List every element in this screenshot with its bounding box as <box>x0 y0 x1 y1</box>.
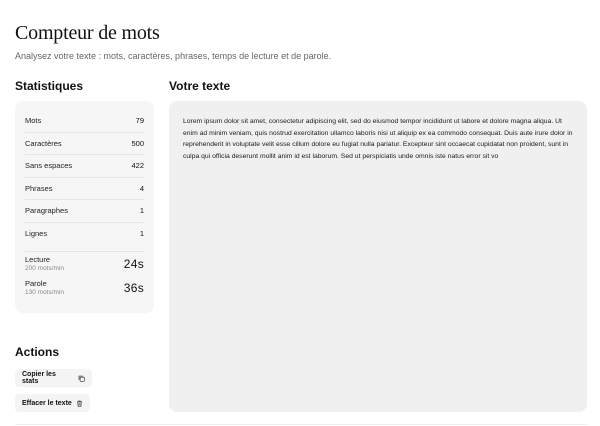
page-subtitle: Analysez votre texte : mots, caractères, phrases, temps de lecture et de parole. <box>15 51 332 61</box>
copy-stats-label: Copier les stats <box>22 371 56 385</box>
stat-value: 4 <box>139 183 144 193</box>
reading-time-value: 24s <box>123 257 144 271</box>
stat-row-words <box>25 110 144 133</box>
stat-label: Caractères <box>25 138 62 148</box>
text-section-title: Votre texte <box>169 79 231 93</box>
stat-value: 1 <box>139 229 144 239</box>
reading-rate: 200 mots/min <box>25 264 65 272</box>
clear-text-label: Effacer le texte <box>22 399 72 407</box>
reading-time-row <box>25 252 144 276</box>
stat-label: Mots <box>25 116 42 126</box>
stat-value: 1 <box>139 206 144 216</box>
bottom-divider <box>15 424 587 425</box>
clear-text-button[interactable] <box>15 394 90 412</box>
stat-label: Paragraphes <box>25 206 68 216</box>
trash-icon <box>76 400 83 407</box>
speaking-time-label: Parole <box>25 279 47 289</box>
stat-row-sentences <box>25 178 144 201</box>
stat-row-no-spaces <box>25 155 144 178</box>
speaking-time-value: 36s <box>123 281 144 295</box>
page-title: Compteur de mots <box>15 22 160 44</box>
stats-card <box>15 101 154 313</box>
stat-value: 79 <box>135 116 144 126</box>
copy-icon <box>78 375 85 382</box>
stat-label: Lignes <box>25 229 48 239</box>
text-input-area[interactable]: Lorem ipsum dolor sit amet, consectetur adipiscing elit, sed do eiusmod tempor incididunt ut labore et dolore magna aliqua. Ut enim ad minim veniam, quis nostrud exercitation ullamco laboris nisi ut aliquip ex ea commodo consequat. Duis aute irure dolor in reprehenderit in voluptate velit esse cillum dolore eu fugiat nulla pariatur. Excepteur sint occaecat cupidatat non proident, sunt in culpa qui officia deserunt mollit anim id est laborum. Sed ut perspiciatis unde omnis iste natus error sit vo <box>169 101 587 412</box>
stat-value: 500 <box>131 138 144 148</box>
reading-time-label: Lecture <box>25 255 51 265</box>
stat-row-paragraphs <box>25 200 144 223</box>
speaking-time-row <box>25 276 144 300</box>
copy-stats-button[interactable] <box>15 369 92 387</box>
stat-row-characters <box>25 133 144 156</box>
stat-value: 422 <box>131 161 144 171</box>
stats-section-title: Statistiques <box>15 79 84 93</box>
stat-label: Phrases <box>25 183 53 193</box>
stat-row-lines <box>25 223 144 246</box>
speaking-rate: 130 mots/min <box>25 288 65 296</box>
stat-label: Sans espaces <box>25 161 73 171</box>
actions-section-title: Actions <box>15 345 60 359</box>
